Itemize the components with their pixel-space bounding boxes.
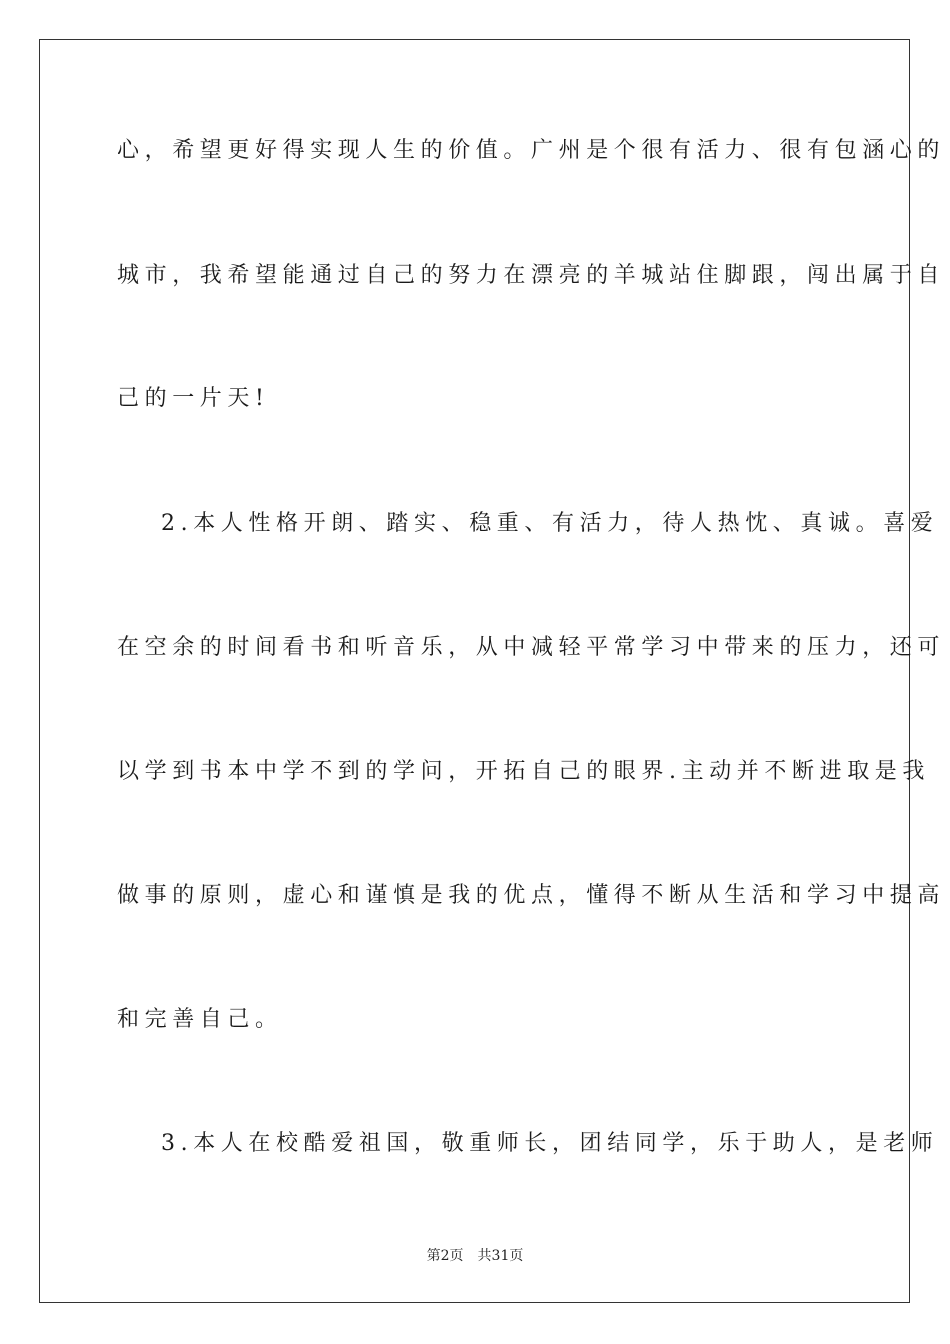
- text-line: 在空余的时间看书和听音乐，从中减轻平常学习中带来的压力，还可: [117, 635, 946, 660]
- text-line: 和完善自己。: [117, 1007, 283, 1032]
- page-border: [39, 39, 946, 1303]
- page-footer: [0, 1247, 950, 1265]
- text-line: 以学到书本中学不到的学问，开拓自己的眼界.主动并不断进取是我: [117, 759, 930, 784]
- paragraph-3-first-line: 3.本人在校酷爱祖国，敬重师长，团结同学，乐于助人，是老师: [161, 1131, 939, 1156]
- paragraph-2-first-line: 2.本人性格开朗、踏实、稳重、有活力，待人热忱、真诚。喜爱: [161, 511, 939, 536]
- page-total: 共31页: [477, 1248, 524, 1264]
- text-line: 城市，我希望能通过自己的努力在漂亮的羊城站住脚跟，闯出属于自: [117, 263, 946, 288]
- text-line: 己的一片天!: [117, 386, 270, 411]
- text-line: 做事的原则，虚心和谨慎是我的优点，懂得不断从生活和学习中提高: [117, 883, 946, 908]
- page-number: 第2页: [426, 1248, 464, 1264]
- text-line: 心，希望更好得实现人生的价值。广州是个很有活力、很有包涵心的: [117, 138, 946, 163]
